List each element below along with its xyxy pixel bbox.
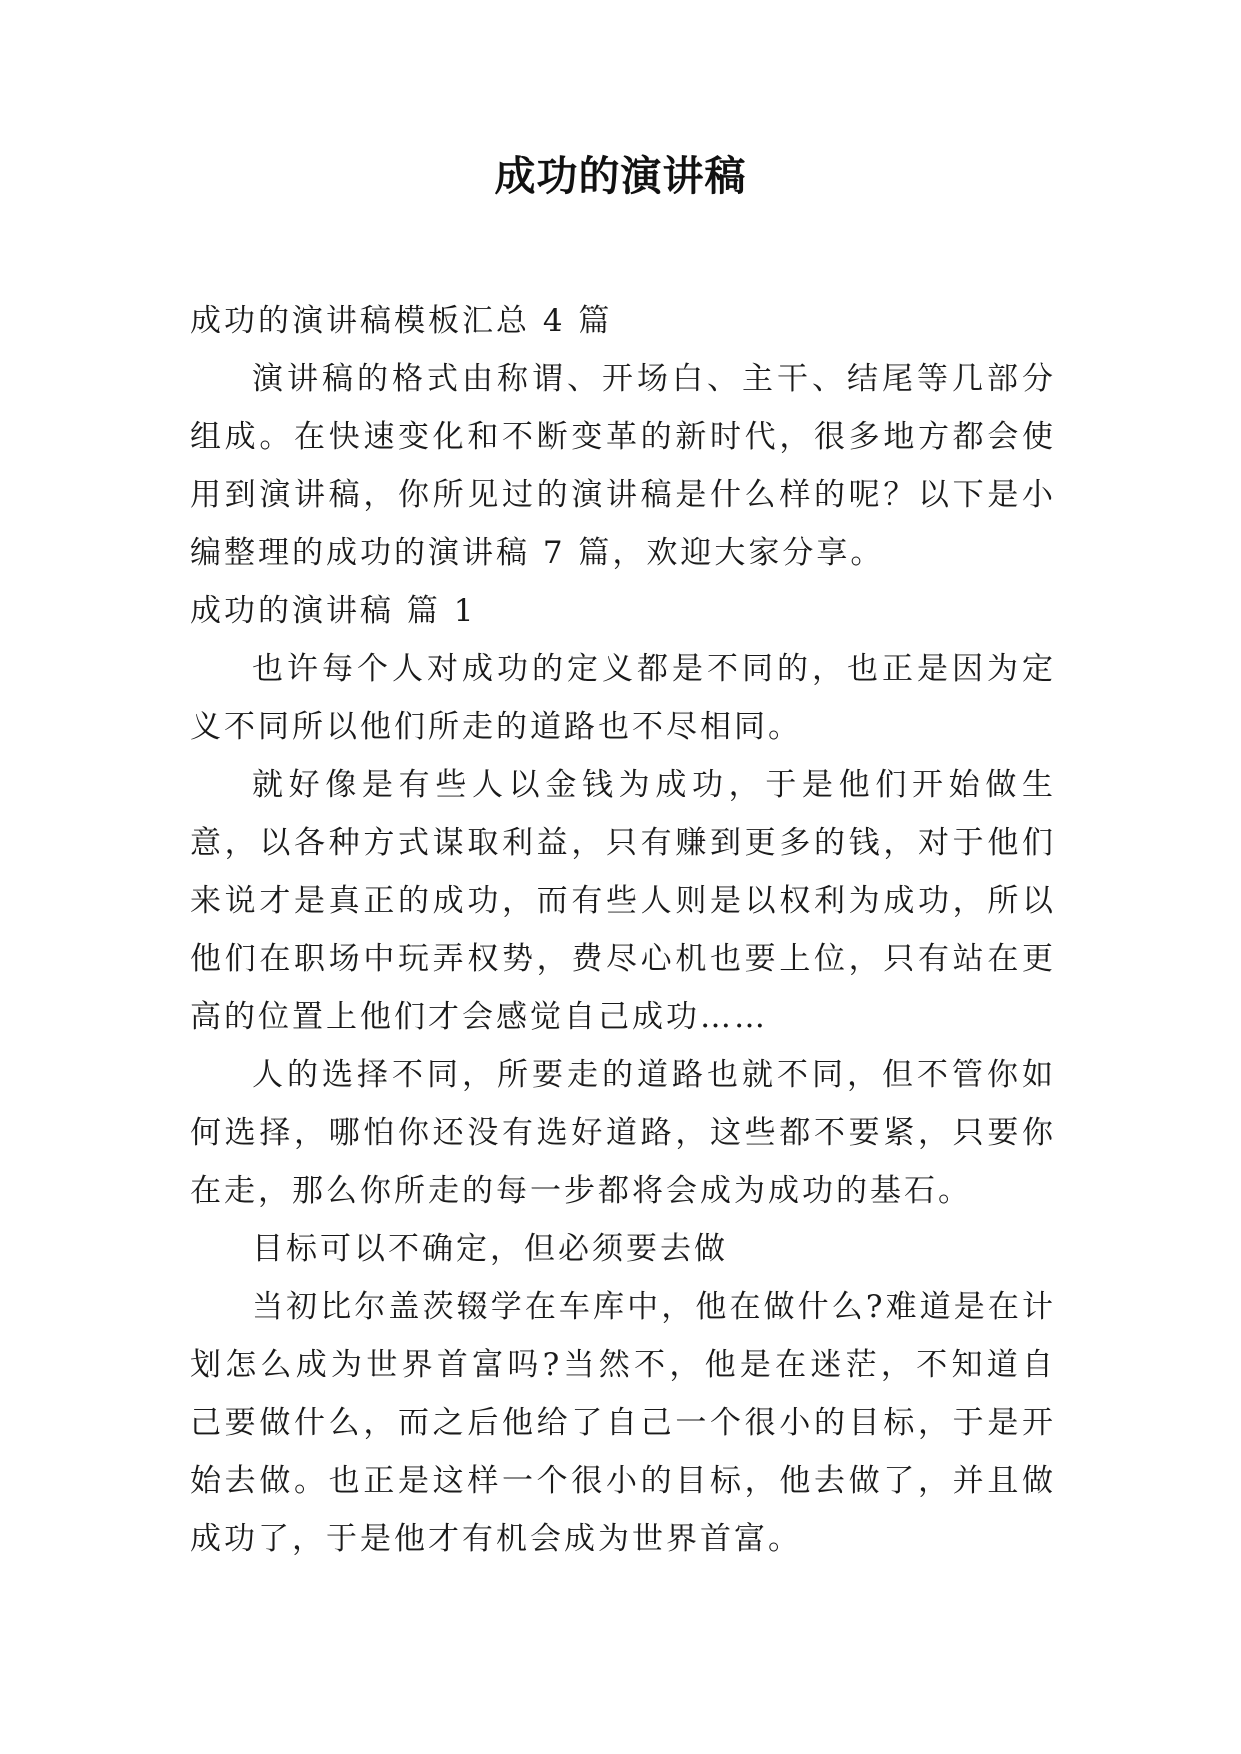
body-paragraph: 当初比尔盖茨辍学在车库中，他在做什么?难道是在计划怎么成为世界首富吗?当然不，他是在迷茫，不知道自己要做什么，而之后他给了自己一个很小的目标，于是开始去做。也正是这样一个很小的目标，他去做了，并且做成功了，于是他才有机会成为世界首富。	[190, 1289, 1056, 1557]
intro-paragraph: 演讲稿的格式由称谓、开场白、主干、结尾等几部分组成。在快速变化和不断变革的新时代，很多地方都会使用到演讲稿，你所见过的演讲稿是什么样的呢？以下是小编整理的成功的演讲稿 7 篇，欢迎大家分享。	[190, 361, 1056, 571]
subtitle-line: 成功的演讲稿模板汇总 4 篇	[190, 303, 613, 339]
body-paragraph: 也许每个人对成功的定义都是不同的，也正是因为定义不同所以他们所走的道路也不尽相同。	[190, 651, 1056, 745]
body-paragraph: 人的选择不同，所要走的道路也就不同，但不管你如何选择，哪怕你还没有选好道路，这些都不要紧，只要你在走，那么你所走的每一步都将会成为成功的基石。	[190, 1057, 1056, 1209]
body-paragraph: 就好像是有些人以金钱为成功，于是他们开始做生意，以各种方式谋取利益，只有赚到更多的钱，对于他们来说才是真正的成功，而有些人则是以权利为成功，所以他们在职场中玩弄权势，费尽心机也要上位，只有站在更高的位置上他们才会感觉自己成功……	[190, 767, 1056, 1035]
document-title: 成功的演讲稿	[494, 152, 747, 200]
body-paragraph: 目标可以不确定，但必须要去做	[252, 1231, 728, 1267]
document-body	[190, 292, 1056, 1568]
section-heading: 成功的演讲稿 篇 1	[190, 593, 477, 629]
